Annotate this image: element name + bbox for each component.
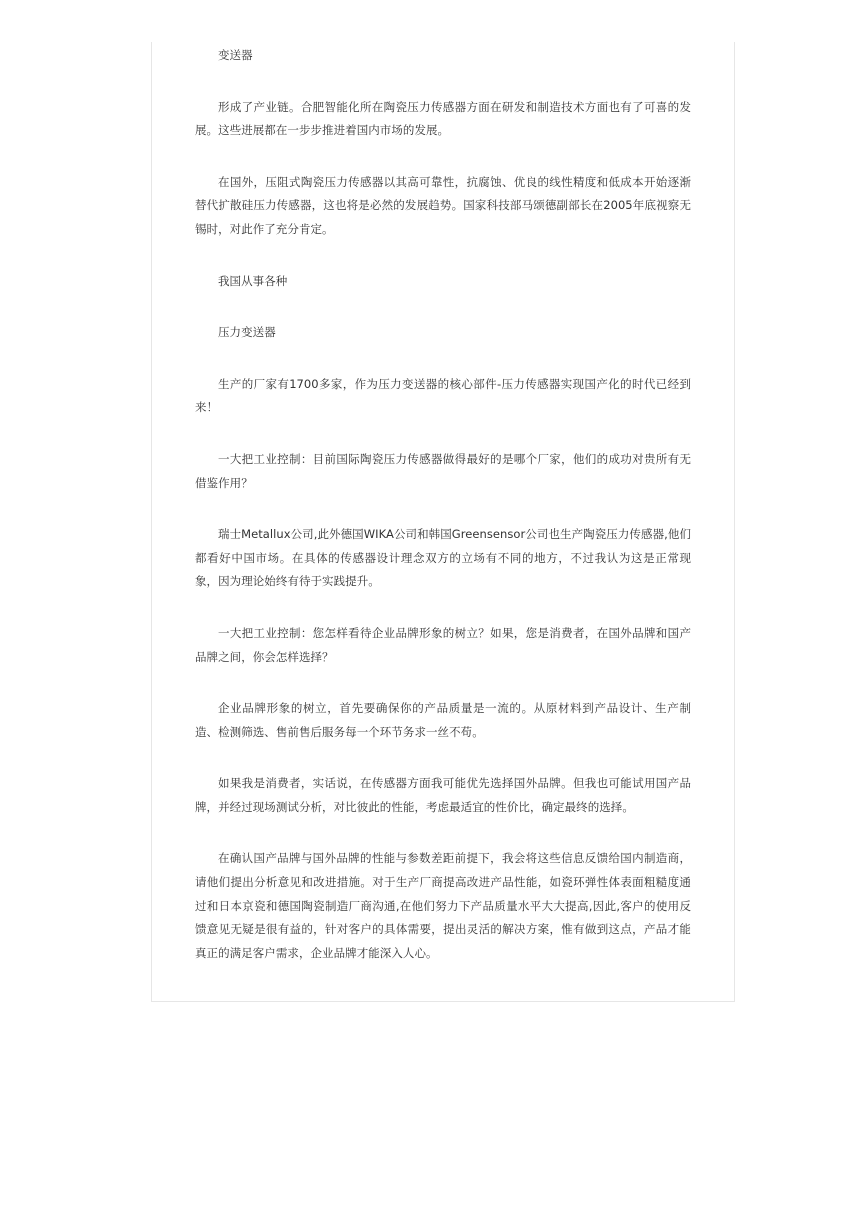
paragraph-manufacturers: 生产的厂家有1700多家，作为压力变送器的核心部件-压力传感器实现国产化的时代已经到来！ [195, 376, 691, 415]
paragraph-transmitter-heading: 变送器 [218, 48, 253, 62]
paragraph-domestic-intro: 我国从事各种 [218, 273, 288, 288]
frame-edge-gap [735, 42, 738, 184]
article-body [195, 44, 691, 993]
paragraph-pressure-transmitter: 压力变送器 [218, 325, 276, 340]
paragraph-question-brand: 一大把工业控制：您怎样看待企业品牌形象的树立？如果，您是消费者，在国外品牌和国产品牌之间，你会怎样选择？ [195, 625, 691, 664]
paragraph-answer-quality: 企业品牌形象的树立，首先要确保你的产品质量是一流的。从原材料到产品设计、生产制造、检测筛选、售前售后服务每一个环节务求一丝不苟。 [195, 701, 691, 739]
paragraph-answer-consumer: 如果我是消费者，实话说，在传感器方面我可能优先选择国外品牌。但我也可能试用国产品牌，并经过现场测试分析，对比彼此的性能，考虑最适宜的性价比，确定最终的选择。 [195, 776, 691, 814]
paragraph-answer-feedback: 在确认国产品牌与国外品牌的性能与参数差距前提下，我会将这些信息反馈给国内制造商，请他们提出分析意见和改进措施。对于生产厂商提高改进产品性能，如瓷环弹性体表面粗糙度通过和日本京瓷和德国陶瓷制造厂商沟通,在他们努力下产品质量水平大大提高,因此,客户的使用反馈意见无疑是很有益的，针对客户的具体需要，提出灵活的解决方案，惟有做到这点，产品才能真正的满足客户需求，企业品牌才能深入人心。 [195, 851, 691, 960]
paragraph-answer-metallux: 瑞士Metallux公司,此外德国WIKA公司和韩国Greensensor公司也生产陶瓷压力传感器,他们都看好中国市场。在具体的传感器设计理念双方的立场有不同的地方，不过我认为这是正常现象，因为理论始终有待于实践提升。 [195, 527, 691, 589]
paragraph-question-best-maker: 一大把工业控制：目前国际陶瓷压力传感器做得最好的是哪个厂家，他们的成功对贵所有无借鉴作用？ [195, 451, 691, 490]
paragraph-industry-chain: 形成了产业链。合肥智能化所在陶瓷压力传感器方面在研发和制造技术方面也有了可喜的发展。这些进展都在一步步推进着国内市场的发展。 [195, 99, 691, 138]
paragraph-foreign-trend: 在国外，压阻式陶瓷压力传感器以其高可靠性，抗腐蚀、优良的线性精度和低成本开始逐渐替代扩散硅压力传感器，这也将是必然的发展趋势。国家科技部马颂德副部长在2005年底视察无锡时，对此作了充分肯定。 [195, 174, 691, 236]
